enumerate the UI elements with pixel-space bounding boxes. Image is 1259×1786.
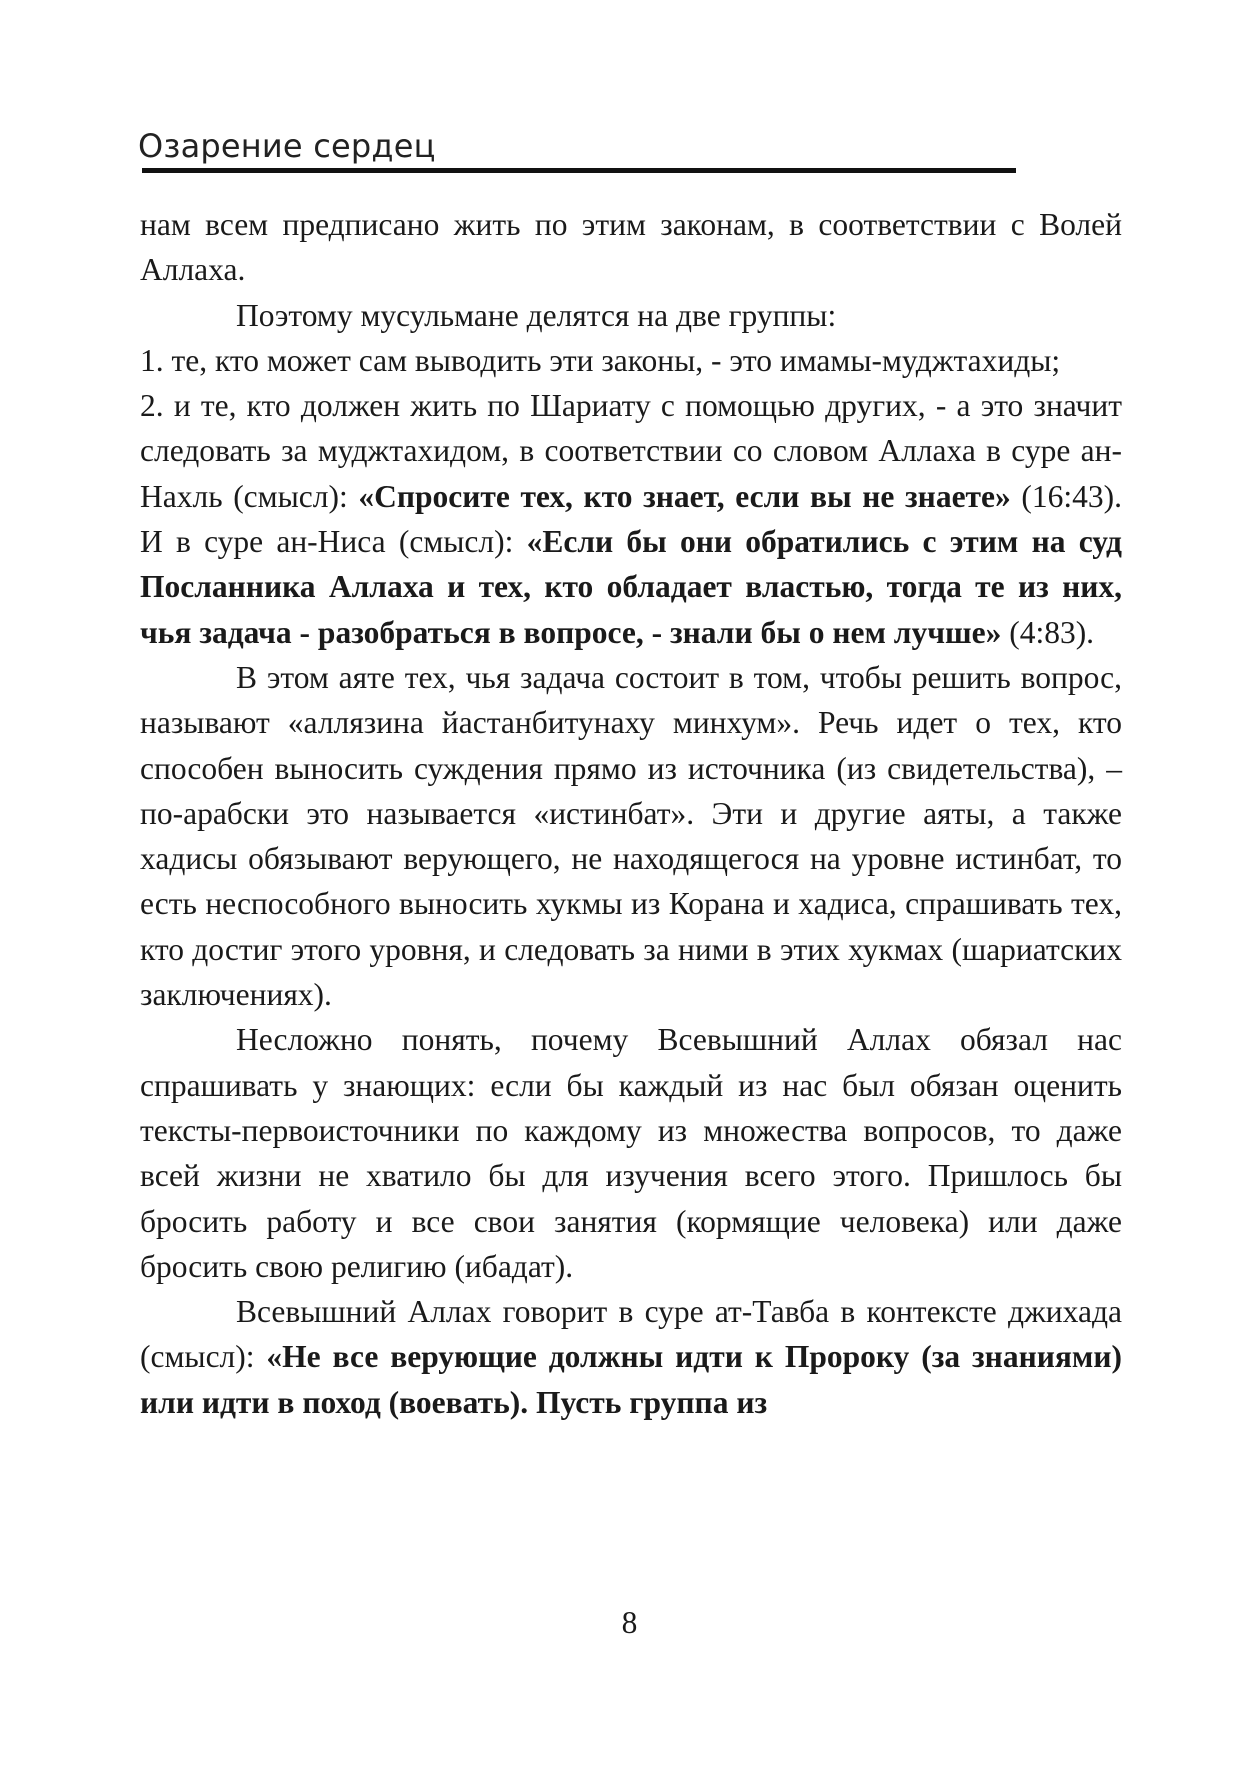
- paragraph-4-text: Несложно понять, почему Всевышний Аллах обязал нас спрашивать у знающих: если бы каждый из нас был обязан оценить тексты-первоисточники по каждому из множества вопросов, то даже всей жизни не хватило бы для изучения всего этого. Пришлось бы бросить работу и все свои занятия (кормящие человека) или даже бросить свою религию (ибадат).: [140, 1022, 1122, 1284]
- paragraph-2-text: Поэтому мусульмане делятся на две группы:: [236, 297, 837, 333]
- list-item-2-text-end: (4:83).: [1001, 614, 1095, 650]
- paragraph-5: [140, 1289, 1122, 1425]
- list-item-1: [140, 338, 1122, 383]
- quran-quote-at-tawba: «Не все верующие должны идти к Пророку (за знаниями) или идти в поход (воевать). Пусть группа из: [140, 1339, 1122, 1420]
- list-item-2: [140, 383, 1122, 655]
- running-title: Озарение сердец: [138, 127, 436, 165]
- quran-quote-4-83: «Если бы они обратились с этим на суд Посланника Аллаха и тех, кто обладает властью, тогда те из них, чья задача - разобраться в вопросе, - знали бы о нем лучше»: [140, 524, 1122, 650]
- paragraph-4: [140, 1017, 1122, 1289]
- paragraph-2: [140, 293, 1122, 338]
- running-header: [138, 126, 1016, 173]
- paragraph-5-text: Всевышний Аллах говорит в суре ат-Тавба в контексте джихада (смысл):: [140, 1294, 1122, 1375]
- quran-quote-16-43: «Спросите тех, кто знает, если вы не знаете»: [358, 478, 1011, 514]
- paragraph-3-text: В этом аяте тех, чья задача состоит в том, чтобы решить вопрос, называют «аллязина йастанбитунаху минхум». Речь идет о тех, кто способен выносить суждения прямо из источника (из свидетельства), – по-арабски это называется «истинбат». Эти и другие аяты, а также хадисы обязывают верующего, не находящегося на уровне истинбат, то есть неспособного выносить хукмы из Корана и хадиса, спрашивать тех, кто достиг этого уровня, и следовать за ними в этих хукмах (шариатских заключениях).: [140, 659, 1122, 1013]
- header-rule: [142, 168, 1016, 173]
- text-body: [140, 202, 1122, 1425]
- paragraph-3: [140, 655, 1122, 1017]
- list-item-2-text-cont: (16:43). И в суре ан-Ниса (смысл):: [140, 478, 1123, 560]
- page-number: 8: [621, 1605, 638, 1640]
- list-item-1-text: 1. те, кто может сам выводить эти законы, - это имамы-муджтахиды;: [140, 342, 1061, 378]
- list-item-2-text: 2. и те, кто должен жить по Шариату с помощью других, - а это значит следовать за муджтахидом, в соответствии со словом Аллаха в суре ан-Нахль (смысл):: [140, 388, 1122, 514]
- paragraph-1-text: нам всем предписано жить по этим законам, в соответствии с Волей Аллаха.: [140, 207, 1122, 288]
- paragraph-1: [140, 202, 1122, 293]
